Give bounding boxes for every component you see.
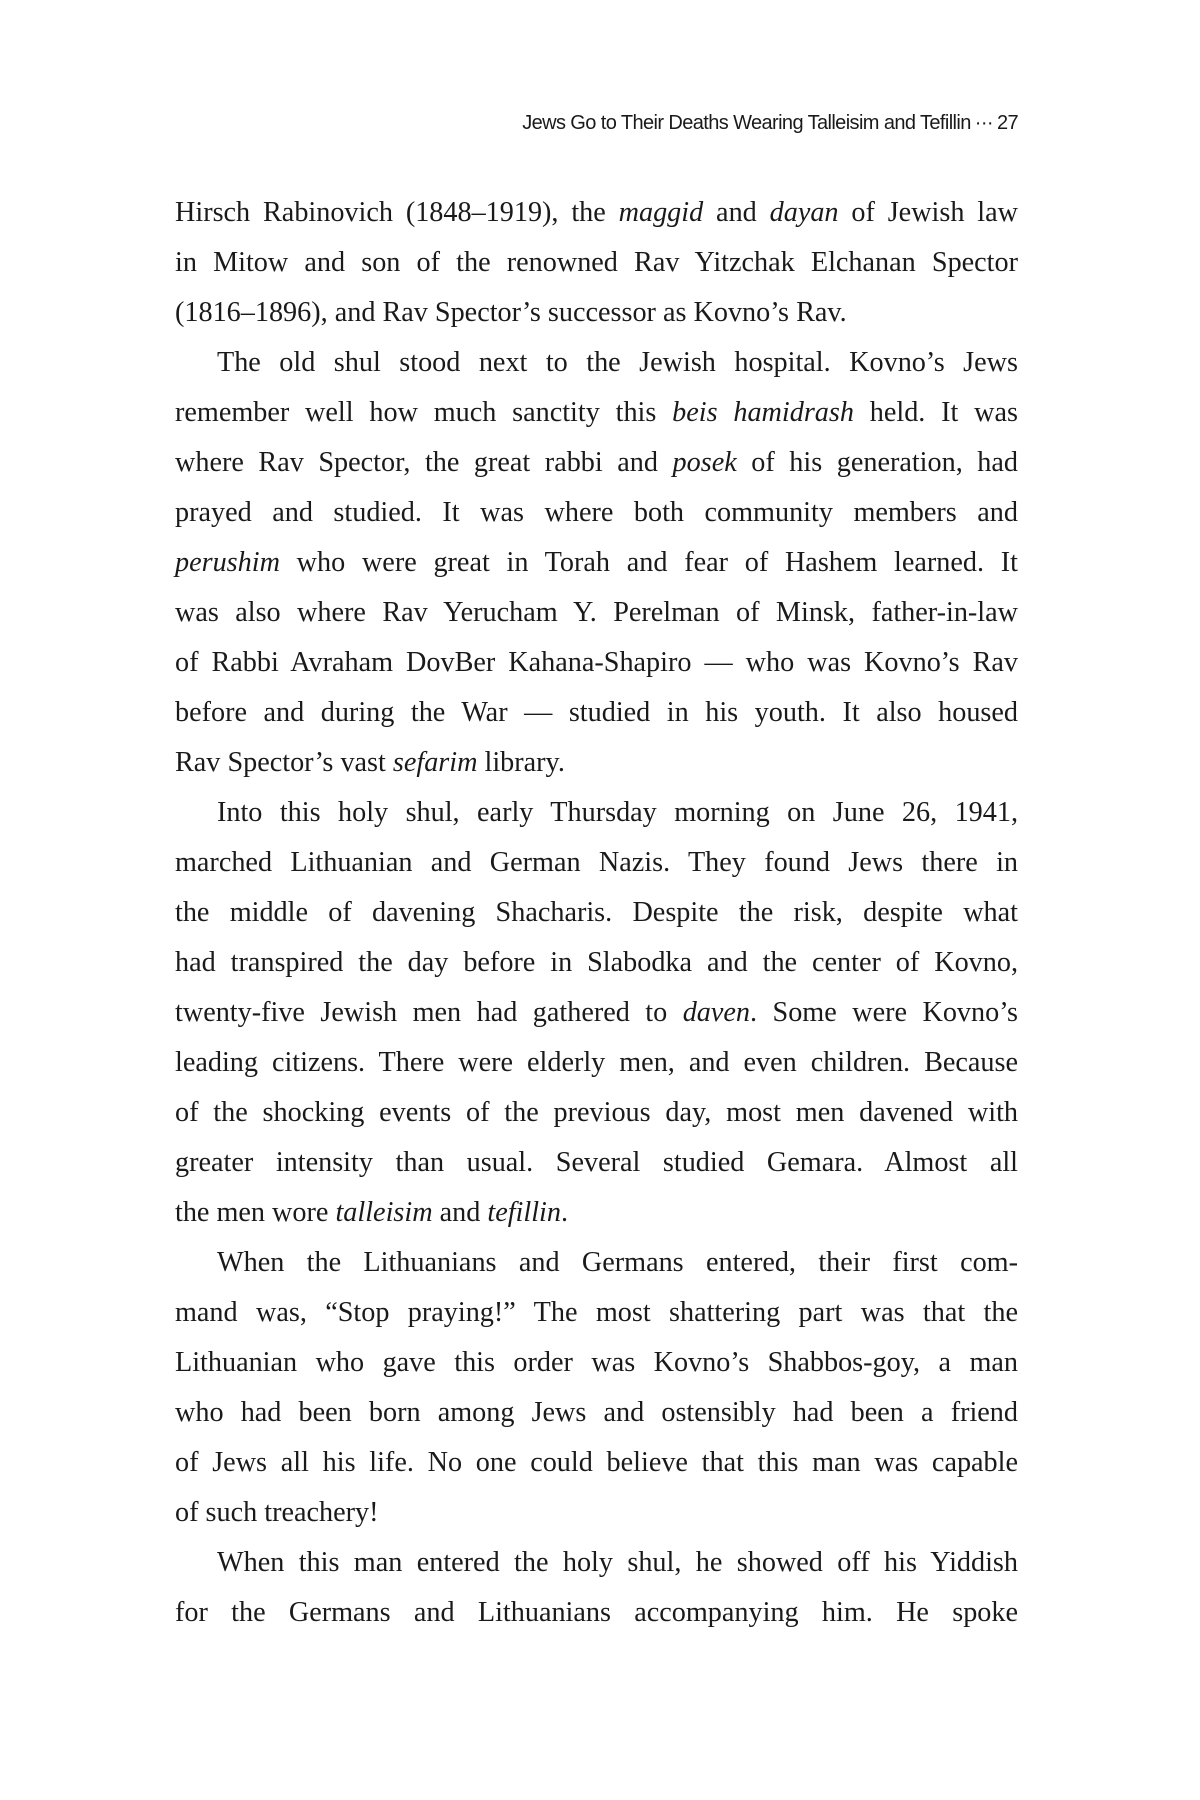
text-line: Into this holy shul, early Thursday morning on June 26, 1941,: [217, 797, 1018, 828]
text-line: prayed and studied. It was where both community members and: [175, 497, 1018, 528]
text-line: in Mitow and son of the renowned Rav Yitzchak Elchanan Spector: [175, 247, 1018, 278]
text-line: where Rav Spector, the great rabbi and posek of his generation, had: [175, 447, 1019, 478]
page-number: 27: [996, 112, 1018, 134]
italic-term: perushim: [175, 547, 280, 578]
paragraph: [175, 788, 1018, 1238]
italic-term: tefillin: [487, 1197, 561, 1228]
text-line: leading citizens. There were elderly men, and even children. Because: [175, 1047, 1018, 1078]
running-head-separator: ···: [974, 112, 993, 134]
text-line: the men wore talleisim and tefillin.: [175, 1197, 568, 1228]
paragraph: [175, 338, 1018, 788]
italic-term: dayan: [769, 197, 839, 228]
paragraph: [175, 1238, 1018, 1538]
text-line: The old shul stood next to the Jewish hospital. Kovno’s Jews: [217, 347, 1018, 378]
text-line: had transpired the day before in Slabodka and the center of Kovno,: [175, 947, 1018, 978]
paragraph: [175, 1538, 1018, 1638]
text-line: of Jews all his life. No one could believe that this man was capable: [175, 1447, 1018, 1478]
text-line: remember well how much sanctity this beis hamidrash held. It was: [175, 397, 1018, 428]
text-line: before and during the War — studied in his youth. It also housed: [175, 697, 1018, 728]
text-line: of Rabbi Avraham DovBer Kahana-Shapiro — who was Kovno’s Rav: [175, 647, 1018, 678]
text-line: of such treachery!: [175, 1497, 379, 1528]
text-line: When the Lithuanians and Germans entered, their first com-: [217, 1247, 1018, 1278]
text-line: of the shocking events of the previous day, most men davened with: [175, 1097, 1018, 1128]
text-line: perushim who were great in Torah and fear of Hashem learned. It: [175, 547, 1018, 578]
text-line: greater intensity than usual. Several studied Gemara. Almost all: [175, 1147, 1018, 1178]
text-line: Hirsch Rabinovich (1848–1919), the maggid and dayan of Jewish law: [175, 197, 1018, 228]
body-text: [175, 188, 1018, 1638]
italic-term: maggid: [618, 197, 704, 228]
italic-term: posek: [672, 447, 737, 478]
text-line: (1816–1896), and Rav Spector’s successor as Kovno’s Rav.: [175, 297, 847, 328]
text-line: the middle of davening Shacharis. Despite the risk, despite what: [175, 897, 1018, 928]
text-line: who had been born among Jews and ostensibly had been a friend: [175, 1397, 1018, 1428]
italic-term: daven: [682, 997, 751, 1028]
running-head: [522, 112, 1018, 135]
text-line: When this man entered the holy shul, he showed off his Yiddish: [217, 1547, 1018, 1578]
italic-term: beis hamidrash: [672, 397, 854, 428]
text-line: twenty-five Jewish men had gathered to daven. Some were Kovno’s: [175, 997, 1018, 1028]
text-line: marched Lithuanian and German Nazis. They found Jews there in: [175, 847, 1018, 878]
text-line: mand was, “Stop praying!” The most shattering part was that the: [175, 1297, 1018, 1328]
text-line: Lithuanian who gave this order was Kovno’s Shabbos-goy, a man: [175, 1347, 1018, 1378]
italic-term: talleisim: [335, 1197, 433, 1228]
text-line: was also where Rav Yerucham Y. Perelman of Minsk, father-in-law: [175, 597, 1018, 628]
italic-term: sefarim: [392, 747, 478, 778]
paragraph: [175, 188, 1018, 338]
text-line: Rav Spector’s vast sefarim library.: [175, 747, 565, 778]
text-line: for the Germans and Lithuanians accompanying him. He spoke: [175, 1597, 1018, 1628]
running-title: Jews Go to Their Deaths Wearing Talleisim and Tefillin: [522, 112, 971, 134]
